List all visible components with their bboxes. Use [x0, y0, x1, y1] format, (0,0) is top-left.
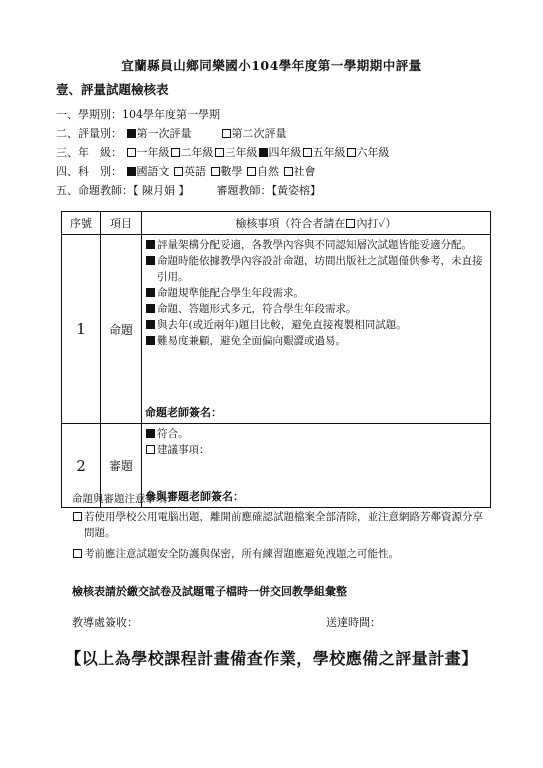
check-1-5-text: 與去年(或近兩年)題目比較，避免直接複製相同試題。 — [157, 319, 407, 331]
teacher-label: 五、命題教師： — [56, 184, 133, 197]
checkbox-first-assessment[interactable] — [127, 129, 136, 138]
row-2-item: 審題 — [101, 424, 142, 508]
row-2-content — [142, 424, 491, 508]
row-1-content — [142, 235, 491, 424]
row-1-item: 命題 — [101, 235, 142, 424]
receipt-label: 教導處簽收： — [72, 616, 138, 629]
check-1-6[interactable] — [146, 336, 155, 345]
grade-row — [56, 144, 390, 160]
check-2-2[interactable] — [146, 445, 155, 454]
option-grade-2: 二年級 — [180, 146, 214, 159]
table-header-row — [62, 212, 491, 235]
list-item — [145, 237, 488, 253]
notes-heading: 命題與審題注意事項： — [72, 493, 177, 505]
grade-label: 三、年 級： — [56, 146, 122, 159]
header-check-items — [142, 212, 491, 235]
option-grade-3: 三年級 — [224, 146, 258, 159]
check-1-3-text: 命題規準能配合學生年段需求。 — [157, 287, 304, 299]
header-box-icon — [346, 219, 355, 228]
check-2-1-text: 符合。 — [157, 428, 189, 440]
note-item-2 — [72, 546, 492, 562]
teacher-name: 【 陳月娟 】 — [133, 184, 190, 197]
submit-note: 檢核表請於繳交試卷及試題電子檔時一併交回教學組彙整 — [72, 585, 347, 598]
check-1-4[interactable] — [146, 304, 155, 313]
checkbox-subject-math[interactable] — [211, 167, 220, 176]
option-grade-6: 六年級 — [356, 146, 390, 159]
list-item — [145, 333, 488, 349]
row-1-number: 1 — [62, 235, 101, 424]
checklist-table — [61, 211, 491, 508]
check-1-1[interactable] — [146, 240, 155, 249]
subject-label: 四、科 別： — [56, 165, 122, 178]
list-item — [145, 301, 488, 317]
note-text-2: 考前應注意試題安全防護與保密，所有練習題應避免洩題之可能性。 — [84, 548, 399, 560]
section-heading: 壹、評量試題檢核表 — [56, 82, 169, 97]
checkbox-grade-5[interactable] — [303, 148, 312, 157]
checkbox-subject-science[interactable] — [247, 167, 256, 176]
checkbox-grade-6[interactable] — [347, 148, 356, 157]
list-item — [145, 285, 488, 301]
table-row — [62, 235, 491, 424]
note-checkbox-2[interactable] — [73, 549, 82, 558]
check-1-4-text: 命題、答題形式多元，符合學生年段需求。 — [157, 303, 357, 315]
check-1-2-text: 命題時能依據教學內容設計命題，坊間出版社之試題僅供參考，未直接引用。 — [157, 255, 483, 283]
assessment-type-label: 二、評量別： — [56, 127, 122, 140]
checkbox-grade-1[interactable] — [127, 148, 136, 157]
footer-banner: 【以上為學校課程計畫備查作業，學校應備之評量計畫】 — [65, 649, 478, 668]
check-2-2-text: 建議事項： — [157, 444, 210, 456]
assessment-type-row — [56, 125, 287, 141]
option-subject-math: 數學 — [220, 165, 243, 178]
check-1-3[interactable] — [146, 288, 155, 297]
checkbox-subject-social[interactable] — [284, 167, 293, 176]
reviewer-label: 審題教師： — [216, 184, 272, 197]
note-checkbox-1[interactable] — [73, 512, 82, 521]
teacher-row — [56, 182, 321, 198]
check-2-1[interactable] — [146, 429, 155, 438]
reviewer-signature: 參與審題老師簽名： — [145, 490, 244, 503]
option-subject-social: 社會 — [293, 165, 316, 178]
check-1-6-text: 難易度兼顧，避免全面偏向艱澀或過易。 — [157, 335, 346, 347]
header-check-text-end: 內打✓） — [356, 217, 397, 230]
option-subject-science: 自然 — [257, 165, 279, 178]
checkbox-grade-2[interactable] — [171, 148, 180, 157]
checkbox-grade-3[interactable] — [215, 148, 224, 157]
checkbox-subject-chinese[interactable] — [127, 167, 136, 176]
option-second-assessment: 第二次評量 — [231, 127, 287, 140]
header-item: 項目 — [101, 212, 142, 235]
checkbox-subject-english[interactable] — [174, 167, 183, 176]
list-item — [145, 442, 488, 458]
question-teacher-signature: 命題老師簽名： — [145, 406, 222, 419]
check-1-1-text: 評量架構分配妥適，各教學內容與不同認知層次試題皆能妥適分配。 — [157, 239, 472, 251]
list-item — [145, 253, 488, 285]
checkbox-second-assessment[interactable] — [222, 129, 231, 138]
subject-row — [56, 163, 316, 179]
list-item — [145, 317, 488, 333]
row-2-number: 2 — [62, 424, 101, 508]
list-item — [145, 426, 488, 442]
semester-label: 一、學期別： — [56, 108, 122, 121]
checkbox-grade-4[interactable] — [259, 148, 268, 157]
header-serial: 序號 — [62, 212, 101, 235]
header-check-text: 檢核事項（符合者請在 — [235, 217, 346, 230]
document-title: 宜蘭縣員山鄉同樂國小104學年度第一學期期中評量 — [121, 58, 422, 73]
option-grade-5: 五年級 — [312, 146, 346, 159]
semester-value: 104學年度第一學期 — [122, 108, 220, 121]
note-item-1 — [72, 509, 492, 541]
semester-row — [56, 106, 220, 122]
reviewer-name: 【黃姿榕】 — [271, 184, 321, 197]
check-1-5[interactable] — [146, 320, 155, 329]
option-subject-chinese: 國語文 — [136, 165, 170, 178]
option-subject-english: 英語 — [184, 165, 206, 178]
note-text-1: 若使用學校公用電腦出題，離開前應確認試題檔案全部清除，並注意網路芳鄰資源分享問題。 — [84, 511, 483, 539]
delivery-time-label: 送達時間： — [326, 616, 381, 629]
option-first-assessment: 第一次評量 — [136, 127, 192, 140]
check-1-2[interactable] — [146, 256, 155, 265]
option-grade-1: 一年級 — [136, 146, 170, 159]
option-grade-4: 四年級 — [268, 146, 302, 159]
